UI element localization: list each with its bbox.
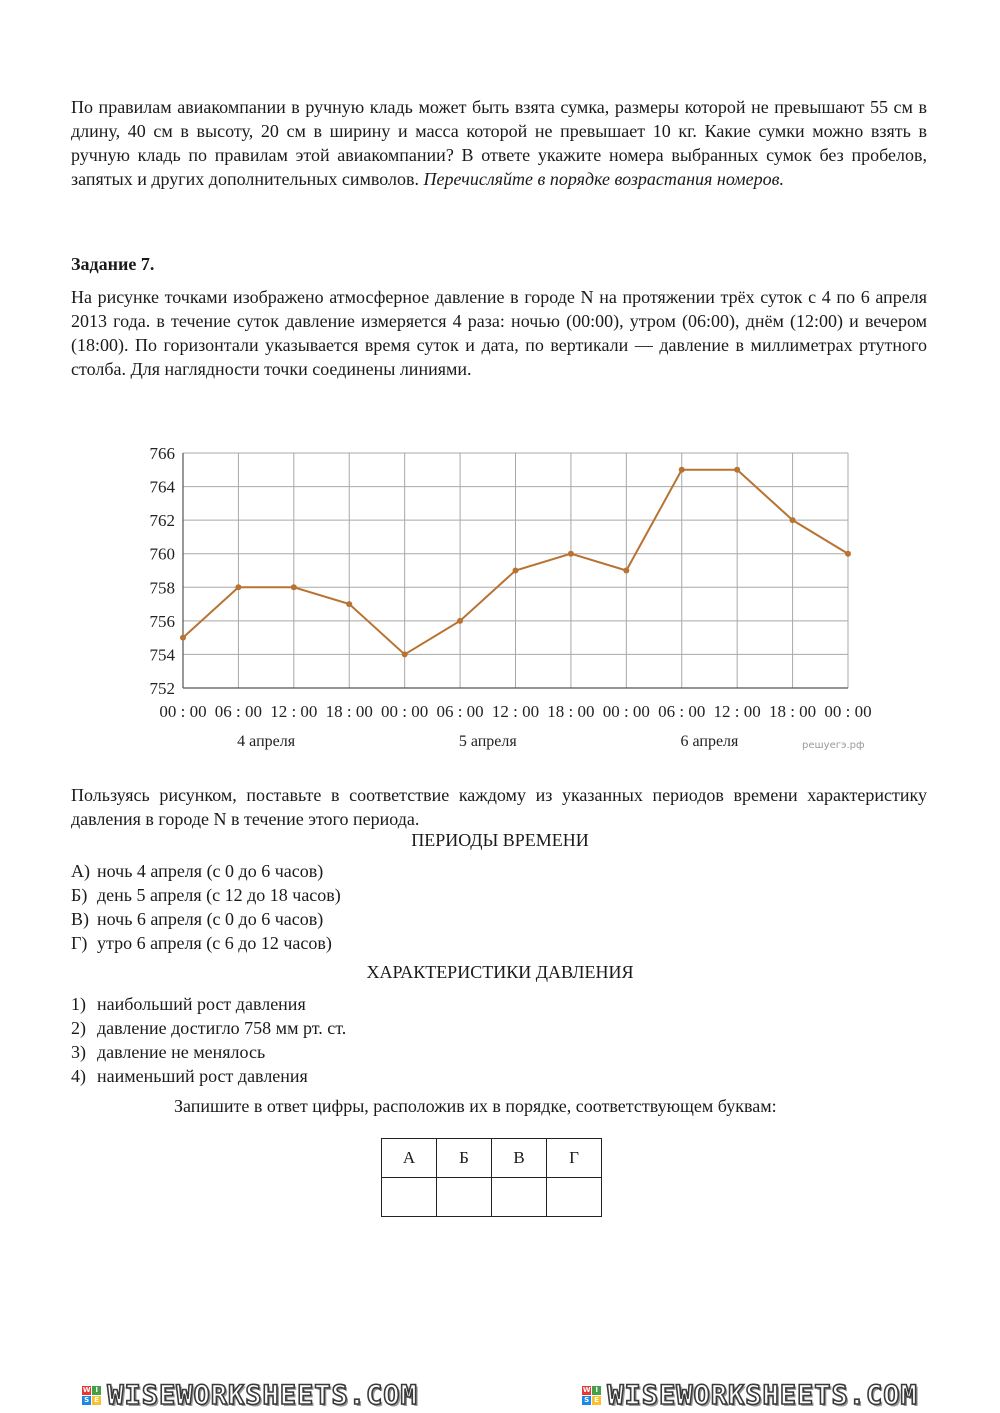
periods-list — [71, 859, 341, 955]
y-tick-label: 760 — [149, 544, 175, 564]
data-point — [623, 568, 629, 574]
period-item-text: утро 6 апреля (с 6 до 12 часов) — [97, 933, 332, 953]
characteristic-item-text: наименьший рост давления — [97, 1066, 308, 1086]
x-tick-label: 06 : 00 — [214, 702, 263, 721]
period-item-text: ночь 4 апреля (с 0 до 6 часов) — [97, 861, 324, 881]
y-tick-label: 762 — [149, 511, 175, 531]
x-tick-label: 06 : 00 — [658, 702, 706, 721]
x-tick-label: 12 : 00 — [713, 702, 761, 721]
date-label: 5 апреля — [458, 733, 517, 750]
data-point — [513, 568, 519, 574]
logo-letter: S — [84, 1396, 90, 1404]
date-label: 6 апреля — [680, 733, 739, 750]
logo-letter: I — [92, 1386, 101, 1395]
y-tick-label: 752 — [149, 679, 175, 698]
chart-watermark: решуегэ.рф — [802, 740, 865, 751]
y-tick-label: 754 — [149, 645, 175, 665]
x-tick-label: 00 : 00 — [602, 702, 650, 721]
x-tick-label: 18 : 00 — [547, 702, 595, 721]
characteristic-item — [71, 992, 346, 1016]
answer-header-row — [382, 1139, 602, 1178]
characteristic-item-key: 4) — [71, 1066, 86, 1086]
y-tick-label: 766 — [149, 444, 175, 463]
answer-cell-v[interactable] — [492, 1178, 547, 1217]
characteristic-item-key: 3) — [71, 1042, 86, 1062]
data-point — [734, 467, 740, 473]
period-item-key: Б) — [71, 885, 88, 905]
brand-logo-icon — [582, 1386, 601, 1405]
logo-letter: I — [592, 1386, 601, 1395]
brand-text: WISEWORKSHEETS.COM — [607, 1380, 918, 1411]
intro-paragraph — [71, 95, 927, 191]
answer-input-row — [382, 1178, 602, 1217]
answer-header-b: Б — [437, 1139, 492, 1178]
pressure-chart — [140, 440, 880, 755]
periods-heading: ПЕРИОДЫ ВРЕМЕНИ — [411, 830, 589, 850]
data-point — [679, 467, 685, 473]
characteristics-heading: ХАРАКТЕРИСТИКИ ДАВЛЕНИЯ — [366, 962, 634, 982]
intro-text: По правилам авиакомпании в ручную кладь может быть взята сумка, размеры которой не превышают 55 см в длину, 40 см в высоту, 20 см в ширину и масса которой не превышает 10 кг. Какие сумки можно взять в ручную кладь по правилам этой авиакомпании? В ответе укажите номера выбранных сумок без пробелов, запятых и других дополнительных символов. — [71, 97, 927, 189]
data-point — [457, 618, 463, 624]
date-labels — [237, 733, 739, 750]
data-point — [568, 551, 574, 557]
matching-instruction: Пользуясь рисунком, поставьте в соответствие каждому из указанных периодов времени характеристику давления в городе N в течение этого периода. — [71, 785, 927, 829]
characteristic-item — [71, 1016, 346, 1040]
logo-letter: W — [582, 1386, 591, 1394]
intro-emphasis: Перечисляйте в порядке возрастания номеров. — [423, 169, 784, 189]
x-tick-label: 00 : 00 — [381, 702, 429, 721]
period-item-text: день 5 апреля (с 12 до 18 часов) — [97, 885, 341, 905]
brand-logo-icon — [82, 1386, 101, 1405]
x-tick-label: 18 : 00 — [768, 702, 817, 721]
x-tick-label: 12 : 00 — [270, 702, 318, 721]
characteristics-list — [71, 992, 346, 1088]
logo-letter: W — [82, 1386, 91, 1394]
answer-header-a: А — [382, 1139, 437, 1178]
characteristic-item-text: давление достигло 758 мм рт. ст. — [97, 1018, 347, 1038]
characteristic-item — [71, 1040, 346, 1064]
date-label: 4 апреля — [237, 733, 296, 750]
data-point — [235, 584, 241, 590]
x-tick-label: 12 : 00 — [491, 702, 540, 721]
x-tick-label: 00 : 00 — [824, 702, 872, 721]
answer-cell-g[interactable] — [547, 1178, 602, 1217]
x-tick-labels — [159, 702, 871, 721]
period-item — [71, 931, 341, 955]
characteristic-item — [71, 1064, 346, 1088]
answer-header-g: Г — [547, 1139, 602, 1178]
period-item-text: ночь 6 апреля (с 0 до 6 часов) — [97, 909, 324, 929]
period-item-key: Г) — [71, 933, 88, 953]
answer-header-v: В — [492, 1139, 547, 1178]
y-tick-label: 764 — [149, 477, 175, 497]
logo-letter: S — [584, 1396, 590, 1404]
period-item-key: А) — [71, 861, 90, 881]
answer-instruction: Запишите в ответ цифры, расположив их в порядке, соответствующем буквам: — [174, 1096, 777, 1116]
period-item — [71, 859, 341, 883]
period-item — [71, 883, 341, 907]
logo-letter: E — [92, 1396, 101, 1405]
x-tick-label: 00 : 00 — [159, 702, 207, 721]
period-item — [71, 907, 341, 931]
y-tick-labels — [150, 444, 176, 698]
period-item-key: В) — [71, 909, 89, 929]
footer-brand-right[interactable] — [500, 1378, 1000, 1413]
logo-letter: E — [592, 1396, 601, 1405]
answer-cell-a[interactable] — [382, 1178, 437, 1217]
x-tick-label: 18 : 00 — [325, 702, 373, 721]
data-point — [291, 584, 297, 590]
y-tick-label: 758 — [149, 578, 175, 598]
data-point — [402, 651, 408, 657]
y-tick-label: 756 — [149, 611, 175, 631]
x-tick-label: 06 : 00 — [436, 702, 484, 721]
data-point — [845, 551, 851, 557]
characteristic-item-text: наибольший рост давления — [97, 994, 306, 1014]
footer-banner — [0, 1378, 1000, 1413]
brand-text: WISEWORKSHEETS.COM — [107, 1380, 418, 1411]
characteristic-item-text: давление не менялось — [97, 1042, 266, 1062]
data-point — [180, 635, 186, 641]
characteristic-item-key: 2) — [71, 1018, 86, 1038]
task-description: На рисунке точками изображено атмосферное давление в городе N на протяжении трёх суток с 4 по 6 апреля 2013 года. в течение суток давление измеряется 4 раза: ночью (00:00), утром (06:00), днём (12:00) и вечером (18:00). По горизонтали указывается время суток и дата, по вертикали — давление в миллиметрах ртутного столба. Для наглядности точки соединены линиями. — [71, 287, 927, 379]
answer-cell-b[interactable] — [437, 1178, 492, 1217]
data-point — [790, 517, 796, 523]
characteristic-item-key: 1) — [71, 994, 86, 1014]
footer-brand-left[interactable] — [0, 1378, 500, 1413]
data-point — [346, 601, 352, 607]
task-title: Задание 7. — [71, 254, 155, 274]
answer-table — [381, 1138, 602, 1217]
